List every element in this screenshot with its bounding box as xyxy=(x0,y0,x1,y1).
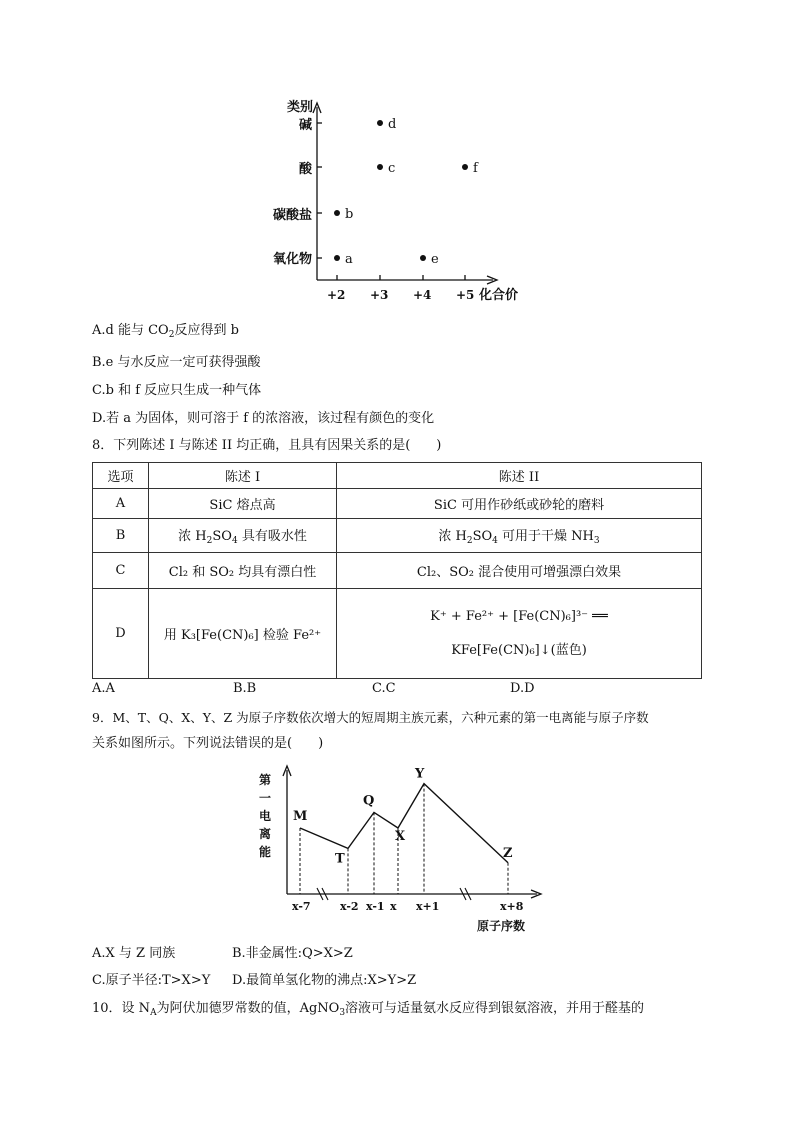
y-axis-char: 离 xyxy=(259,827,272,841)
point-label-b: b xyxy=(345,207,354,222)
valence-class-chart xyxy=(265,95,530,310)
row-c-statement-2: Cl₂、SO₂ 混合使用可增强漂白效果 xyxy=(337,553,702,589)
point-label-c: c xyxy=(388,161,396,176)
point-b xyxy=(334,210,340,216)
equation-line-1: K⁺ + Fe²⁺ + [Fe(CN)₆]³⁻ ══ xyxy=(430,608,608,624)
y-axis-char: 一 xyxy=(259,791,272,805)
point-f xyxy=(462,164,468,170)
point-label-Q: Q xyxy=(363,793,375,809)
y-axis-char: 电 xyxy=(259,809,272,823)
point-label-d: d xyxy=(388,117,397,132)
x-tick-label: +3 xyxy=(370,288,389,302)
category-label: 氧化物 xyxy=(273,252,313,267)
q8-table xyxy=(92,462,702,679)
q10-question: 10．设 $N_A$为阿伏加德罗常数的值，AgNO$_3$溶液可与适量氨水反应得到银氨溶液，并用于醛基的 xyxy=(92,1001,645,1018)
row-d-statement-1: 用 K₃[Fe(CN)₆] 检验 Fe²⁺ xyxy=(149,589,337,679)
point-d xyxy=(377,120,383,126)
row-a-statement-1: SiC 熔点高 xyxy=(149,489,337,519)
header-option: 选项 xyxy=(93,463,149,489)
x-tick-label: x+8 xyxy=(500,900,524,913)
x-tick-label: +2 xyxy=(327,288,346,302)
equation-line-2: KFe[Fe(CN)₆]↓(蓝色) xyxy=(451,642,587,658)
point-a xyxy=(334,255,340,261)
x-tick-label: +4 xyxy=(413,288,432,302)
q8-question: 8．下列陈述 I 与陈述 II 均正确，且具有因果关系的是( ) xyxy=(92,438,442,453)
q9-question-line-1: 9．M、T、Q、X、Y、Z 为原子序数依次增大的短周期主族元素，六种元素的第一电离能与原子序数 xyxy=(92,710,649,725)
q7-option-a: A.d 能与 $CO_2$反应得到 b xyxy=(92,323,239,340)
row-a-statement-2: SiC 可用作砂纸或砂轮的磨料 xyxy=(337,489,702,519)
category-label: 酸 xyxy=(299,162,313,177)
y-axis-title: 类别 xyxy=(287,100,314,115)
x-axis-title: 原子序数 xyxy=(477,919,526,933)
y-axis-char: 能 xyxy=(259,845,272,859)
point-e xyxy=(420,255,426,261)
point-label-Y: Y xyxy=(415,766,425,782)
q9-option-c: C.原子半径:T>X>Y xyxy=(92,973,211,988)
point-label-T: T xyxy=(335,851,345,867)
row-c-option: C xyxy=(93,553,149,589)
q9-option-b: B.非金属性:Q>X>Z xyxy=(232,946,353,961)
q8-answer-d: D.D xyxy=(510,681,535,696)
q8-answer-c: C.C xyxy=(372,681,396,696)
point-c xyxy=(377,164,383,170)
category-label: 碳酸盐 xyxy=(273,208,313,223)
point-label-f: f xyxy=(473,161,478,176)
x-tick-label: x xyxy=(390,900,397,913)
row-d-statement-2 xyxy=(337,589,702,679)
point-label-a: a xyxy=(345,252,353,267)
row-c-statement-1: Cl₂ 和 SO₂ 均具有漂白性 xyxy=(149,553,337,589)
header-statement-1: 陈述 I xyxy=(149,463,337,489)
q9-option-d: D.最简单氢化物的沸点:X>Y>Z xyxy=(232,973,417,988)
header-statement-2: 陈述 II xyxy=(337,463,702,489)
point-label-X: X xyxy=(395,829,406,844)
point-label-M: M xyxy=(293,809,308,824)
q9-option-a: A.X 与 Z 同族 xyxy=(92,946,176,961)
x-tick-label: +5 xyxy=(456,288,475,302)
x-axis-title: 化合价 xyxy=(479,288,519,303)
category-label: 碱 xyxy=(299,118,313,133)
q8-answer-a: A.A xyxy=(92,681,115,696)
row-b-statement-2: 浓 $H_2SO_4$ 可用于干燥 $NH_3$ xyxy=(337,519,702,553)
row-a-option: A xyxy=(93,489,149,519)
x-tick-label: x-7 xyxy=(292,900,311,913)
q7-option-c: C.b 和 f 反应只生成一种气体 xyxy=(92,383,262,398)
q7-option-b: B.e 与水反应一定可获得强酸 xyxy=(92,355,261,370)
y-axis-char: 第 xyxy=(259,773,272,787)
x-tick-label: x+1 xyxy=(416,900,440,913)
q8-answer-b: B.B xyxy=(233,681,257,696)
row-d-option: D xyxy=(93,589,149,679)
point-label-e: e xyxy=(431,252,439,267)
row-b-statement-1: 浓 $H_2SO_4$ 具有吸水性 xyxy=(149,519,337,553)
row-b-option: B xyxy=(93,519,149,553)
q7-option-d: D.若 a 为固体，则可溶于 f 的浓溶液，该过程有颜色的变化 xyxy=(92,411,435,426)
q9-question-line-2: 关系如图所示。下列说法错误的是( ) xyxy=(92,736,324,751)
x-tick-label: x-2 xyxy=(340,900,359,913)
point-label-Z: Z xyxy=(503,845,513,861)
ionization-energy-chart xyxy=(255,762,545,934)
x-tick-label: x-1 xyxy=(366,900,385,913)
